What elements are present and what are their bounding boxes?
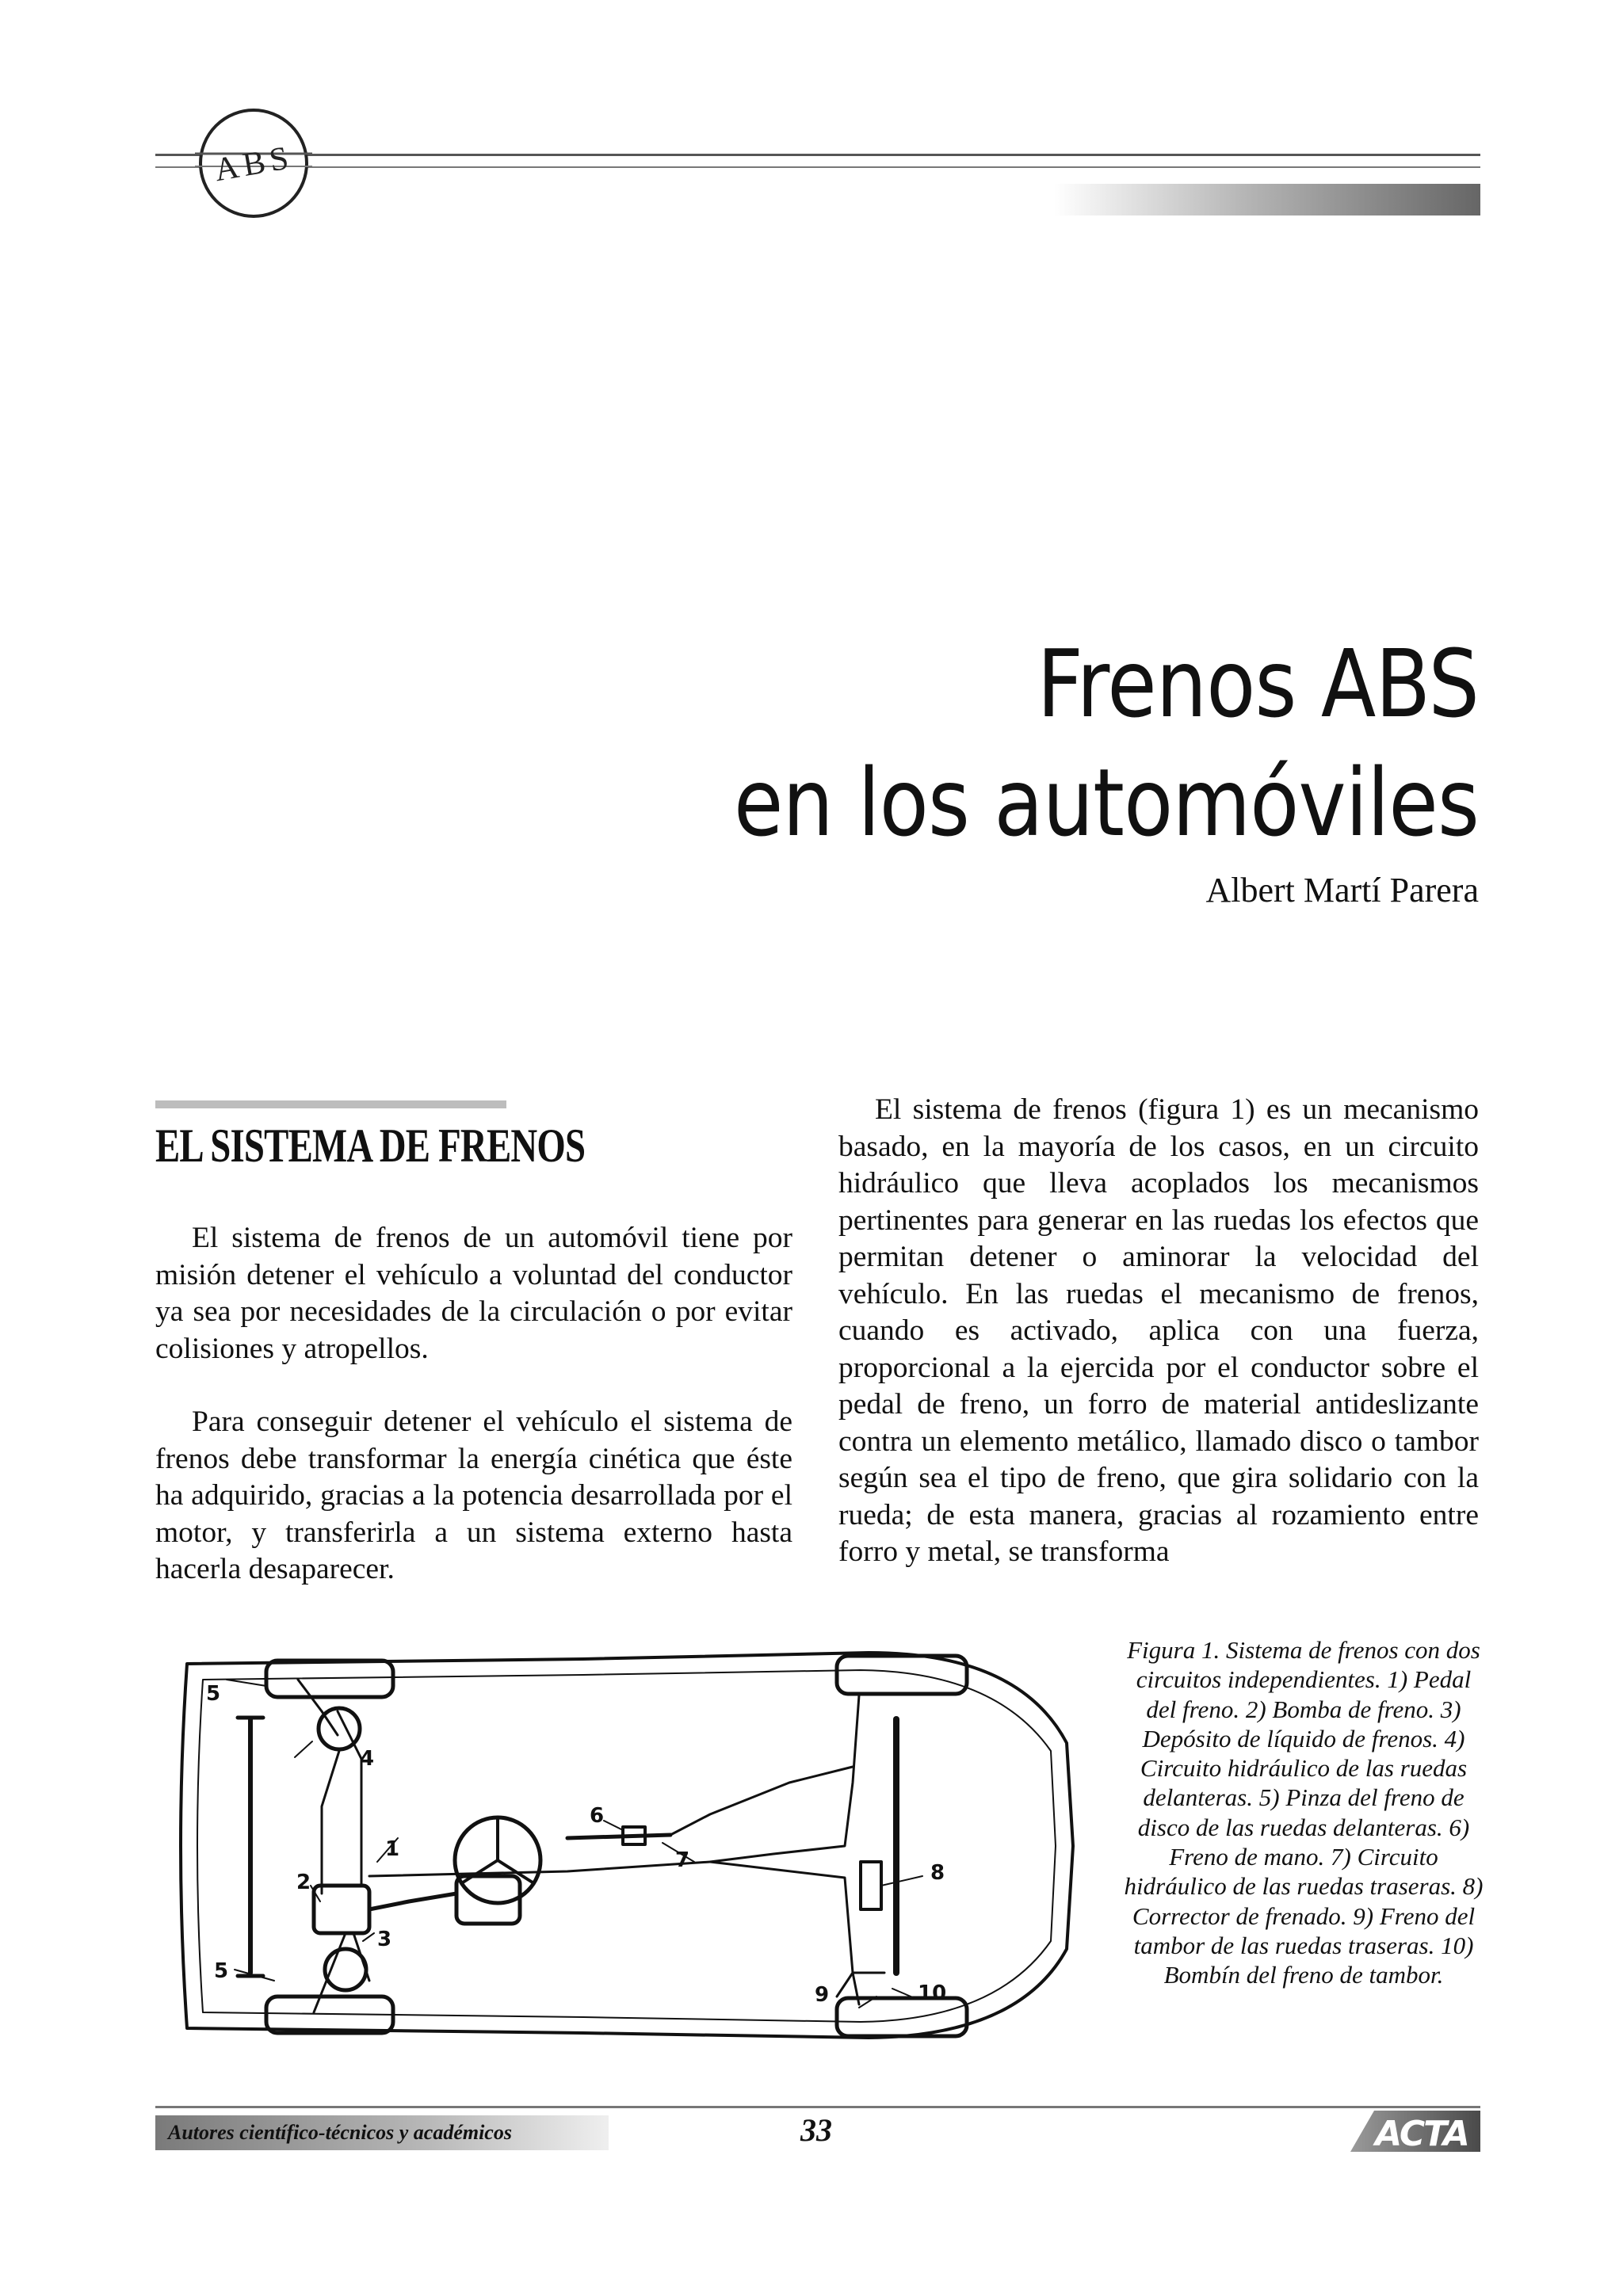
footer-rule [155,2106,1480,2108]
header-rule [155,154,1480,156]
acta-logo-text: ACTA [1375,2114,1468,2152]
callout-4: 4 [360,1747,375,1771]
title-line-1: Frenos ABS [1037,629,1479,738]
section-heading: EL SISTEMA DE FRENOS [155,1119,586,1172]
callout-5-front-right: 5 [214,1959,229,1983]
brake-system-figure [155,1624,1106,2068]
brake-corrector [861,1862,881,1909]
left-column [155,1220,792,1589]
callout-5-front-left: 5 [206,1682,221,1706]
callout-8: 8 [930,1861,945,1885]
callout-6: 6 [590,1804,605,1828]
acta-logo-icon [1342,2111,1480,2152]
callout-7: 7 [675,1848,690,1872]
right-column [838,1092,1479,1571]
callout-9: 9 [815,1983,830,2007]
page-title [525,624,1479,862]
header-rule-thin [155,166,1480,168]
paragraph: Para conseguir detener el vehículo el sistema de frenos debe transformar la energía cinética que éste ha adquirido, gracias a la potencia desarrollada por el motor, y transferirla a un sistema externo hasta hacerla desaparecer. [155,1405,792,1585]
page-number: 33 [800,2112,832,2148]
paragraph: El sistema de frenos (figura 1) es un mecanismo basado, en la mayoría de los casos, en un circuito hidráulico que lleva acoplados los mecanismos pertinentes para generar en las ruedas los efectos que permitan detener o aminorar la velocidad del vehículo. En las ruedas el mecanismo de frenos, cuando es activado, aplica con una fuerza, proporcional a la ejercida por el conductor sobre el pedal de freno, un forro de material antideslizante contra un elemento metálico, llamado disco o tambor según sea el tipo de freno, que gira solidario con la rueda; de esta manera, gracias al rozamiento entre forro y metal, se transforma [838,1093,1479,1568]
section-rule [155,1100,506,1108]
title-line-2: en los automóviles [733,748,1479,857]
abs-logo-text: ABS [212,139,296,189]
callout-3: 3 [377,1928,392,1951]
abs-logo-icon [195,105,312,222]
author-name: Albert Martí Parera [1205,871,1479,910]
paragraph: El sistema de frenos de un automóvil tiene por misión detener el vehículo a voluntad del conductor ya sea por necesidades de la circulación o por evitar colisiones y atropellos. [155,1222,792,1365]
header-gradient-bar [1054,184,1480,215]
callout-10: 10 [918,1981,947,2005]
handbrake [567,1835,670,1838]
footer-publisher-text: Autores científico-técnicos y académicos [168,2121,512,2144]
callout-1: 1 [385,1837,400,1861]
figure-caption: Figura 1. Sistema de frenos con dos circuitos independientes. 1) Pedal del freno. 2) Bomba de freno. 3) Depósito de líquido de frenos. 4) Circuito hidráulico de las ruedas delanteras. 5) Pinza del freno de disco de las ruedas delanteras. 6) Freno de mano. 7) Circuito hidráulico de las ruedas traseras. 8) Corrector de frenado. 9) Freno del tambor de las ruedas traseras. 10) Bombín del freno de tambor. [1124,1636,1484,1989]
callout-2: 2 [296,1871,311,1894]
